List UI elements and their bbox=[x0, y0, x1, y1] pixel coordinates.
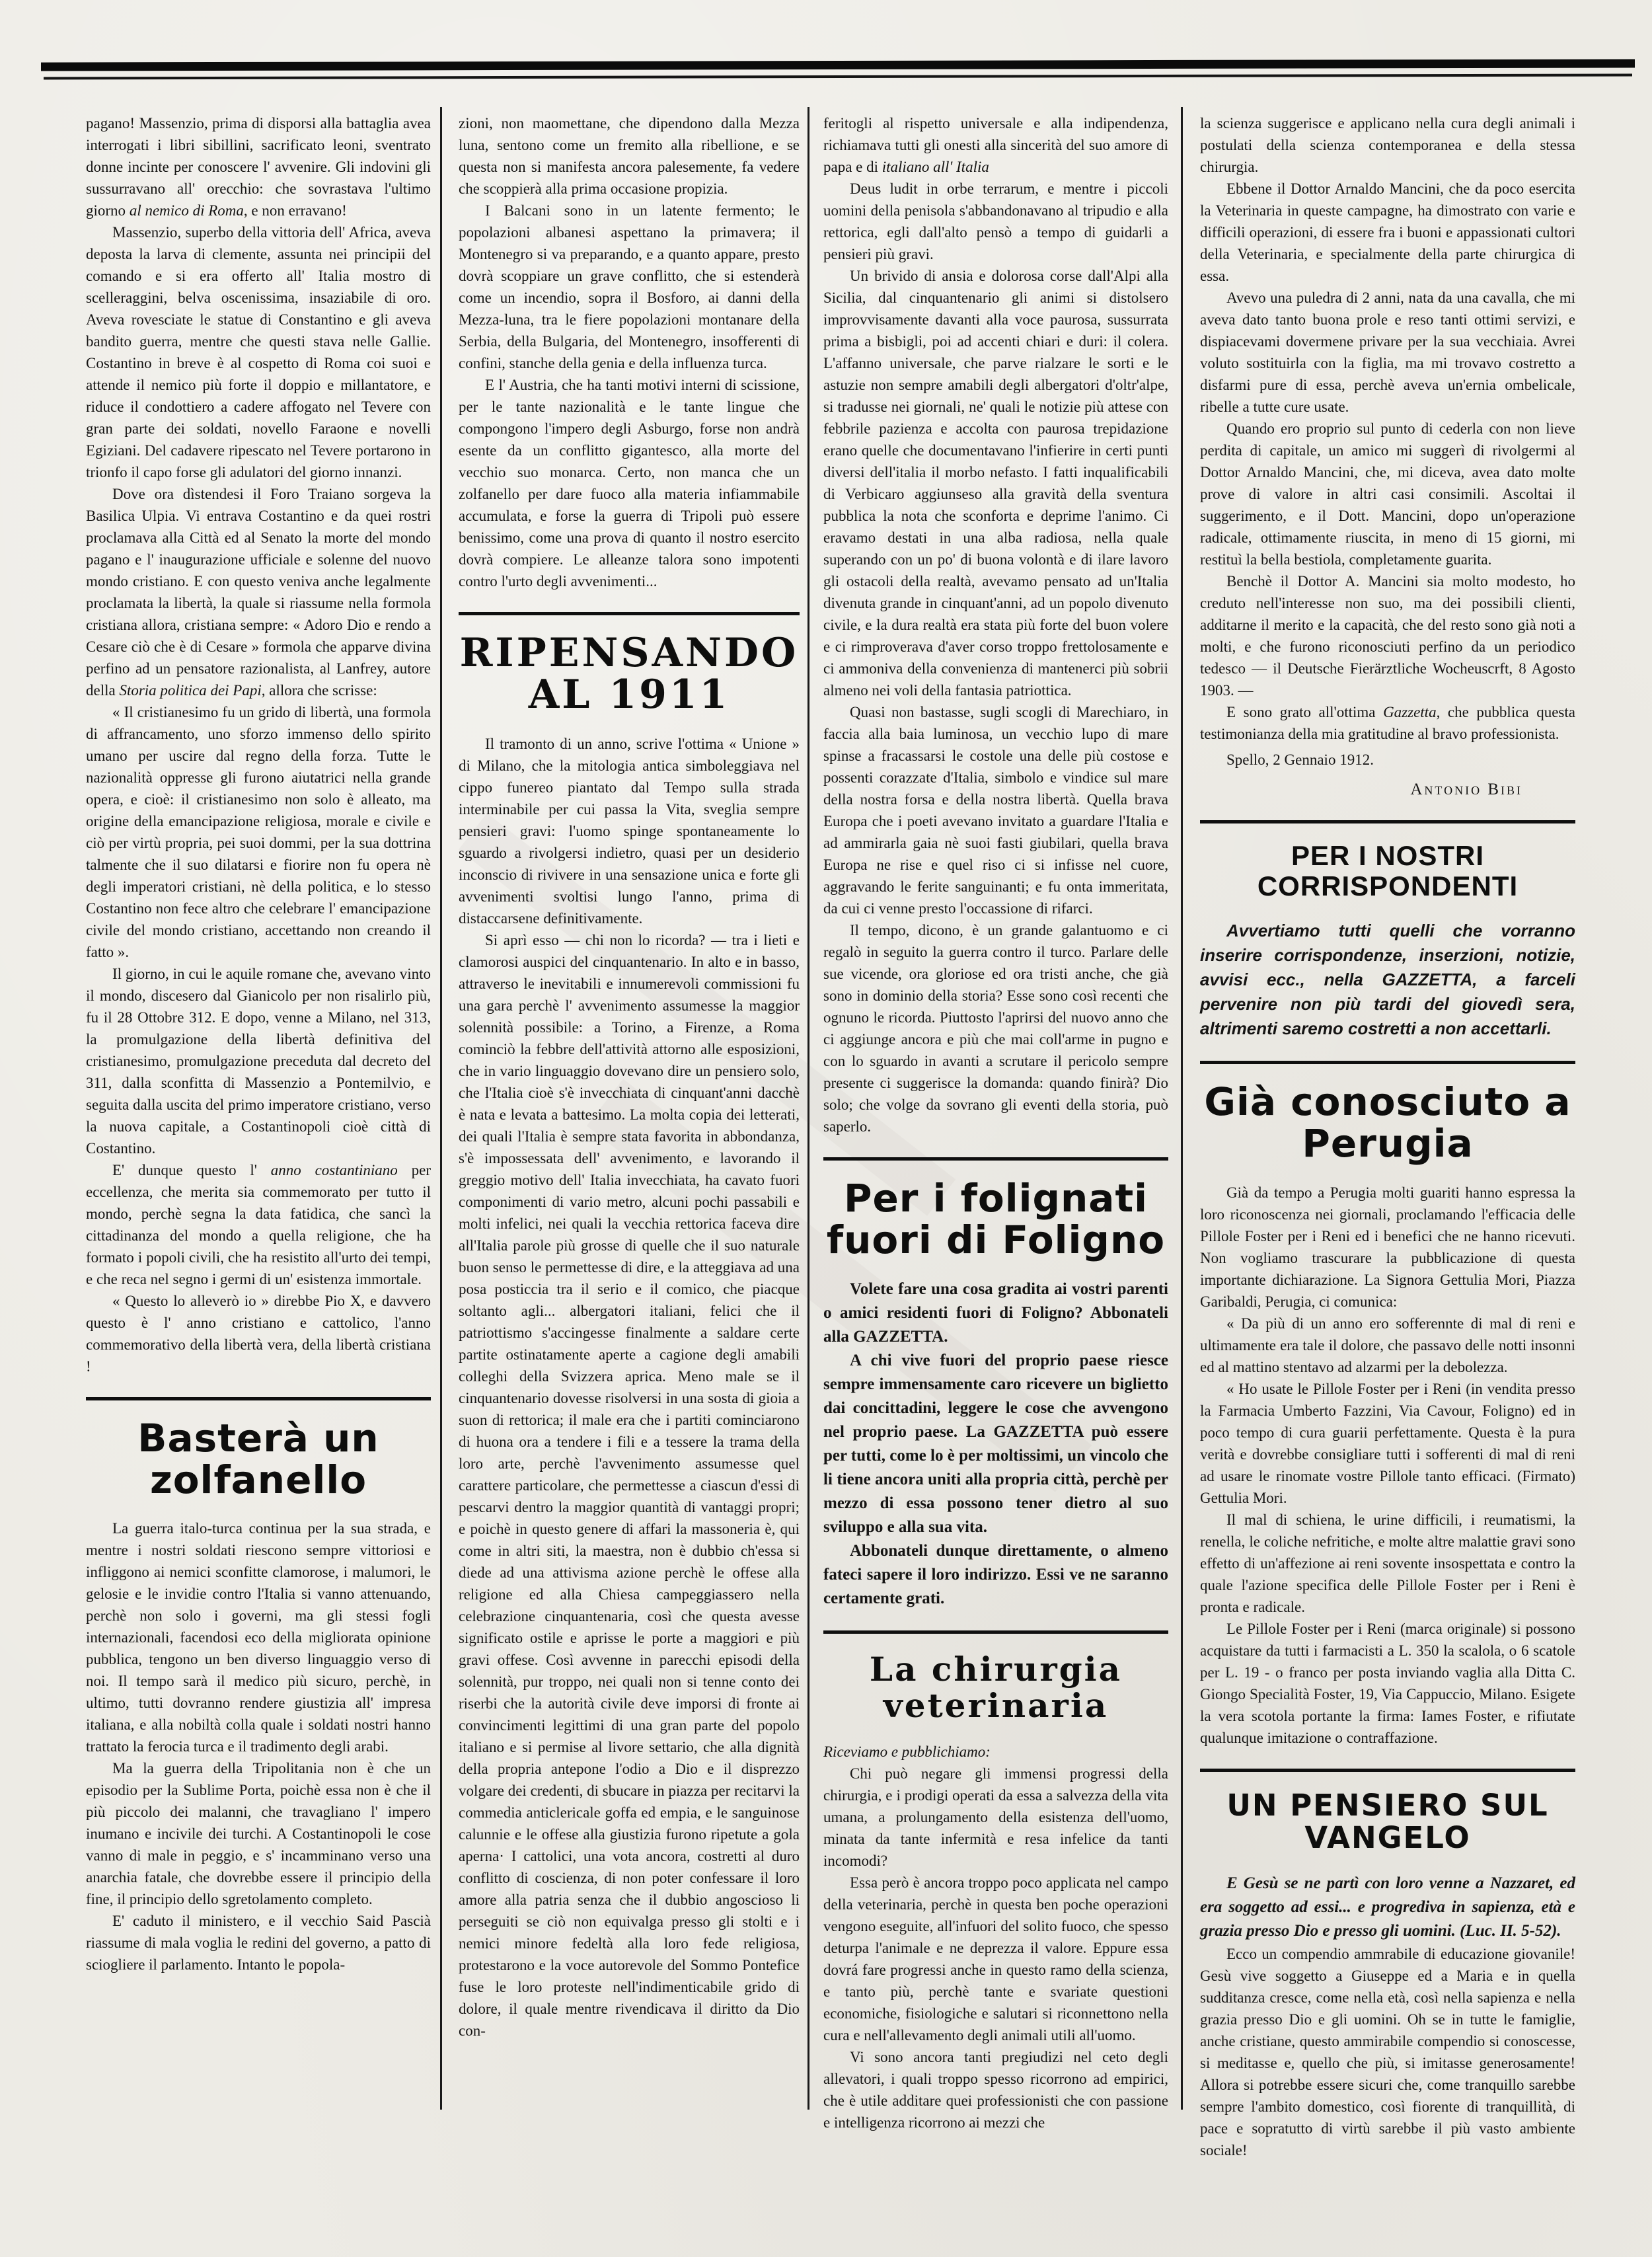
article-paragraph: E l' Austria, che ha tanti motivi interni di scissione, per le tante nazionalità e le tante lingue che compongono l'impero degli Asburgo, forse non andrà esente da un conflitto gigantesco, alla morte del vecchio suo monarca. Certo, non manca che un zolfanello per dare fuoco alla materia infiammabile accumulata, e forse la guerra di Tripoli può essere benissimo, come una prova di quanto il nostro esercito dovrà compiere. Le alleanze talora sono impotenti contro l'urto degli avvenimenti... bbox=[459, 377, 800, 590]
article-paragraph: Benchè il Dottor A. Mancini sia molto modesto, ho creduto nell'interesse non suo, ma dei possibili clienti, additarne il merito e la capacità, che del resto sono già noti a molti, e che furono riconosciuti perfino da un periodico tedesco — il Deutsche Fierärztliche Wocheuscrft, 8 Agosto 1903. — bbox=[1200, 573, 1575, 699]
column-1 bbox=[86, 112, 431, 1975]
article-paragraph: « Ho usate le Pillole Foster per i Reni (in vendita presso la Farmacia Umberto Fazzini, Via Cavour, Foligno) ed in poco tempo di cura guarii perfettamente. Questa è la pura verità e dovrebbe consigliare tutti i sofferenti di mal di reni ad usare le rinomate vostre Pillole tanto efficaci. (Firmato) Gettulia Mori. bbox=[1200, 1380, 1575, 1506]
article-paragraph: « Da più di un anno ero sofferennte di mal di reni e ultimamente era tale il dolore, che passavo delle notti insonni ed al mattino stentavo ad alzarmi per la debolezza. bbox=[1200, 1315, 1575, 1375]
section-divider bbox=[1200, 820, 1575, 823]
article-paragraph: Vi sono ancora tanti pregiudizi nel ceto degli allevatori, i quali troppo spesso ricorrono ad empirici, che è utile additare quei professionisti che con passione e intelligenza ricorrono ai mezzi che bbox=[823, 2049, 1168, 2131]
column-2 bbox=[459, 112, 800, 2042]
article-paragraph: Già da tempo a Perugia molti guariti hanno espressa la loro riconoscenza nei giornali, proclamando l'efficacia delle Pillole Foster per i Reni ed i benefici che ne hanno ricevuti. Non vogliamo trascurare la pubblicazione di questa importante dichiarazione. La Signora Gettulia Mori, Piazza Garibaldi, Perugia, ci comunica: bbox=[1200, 1184, 1575, 1310]
masthead-rule-thin bbox=[44, 73, 1632, 79]
article-paragraph: Il tempo, dicono, è un grande galantuomo e ci regalò in seguito la guerra contro il turco. Parlare delle sue vicende, ora gloriose ed ora tristi anche, che già sono in dominio della storia? Esse sono così recenti che ognuno le ricorda. Piuttosto l'aprirsi del nuovo anno che ci aggiunge ancora e più che mai coll'arme in pugno e con lo sguardo in avanti a scrutare il pericolo sempre presente ci suggerisce la domanda: quando finirà? Dio solo; che volge da sovrano gli eventi della storia, può saperlo. bbox=[823, 922, 1168, 1135]
article-dateline: Spello, 2 Gennaio 1912. bbox=[1226, 751, 1374, 768]
article-paragraph: I Balcani sono in un latente fermento; le popolazioni albanesi aspettano la primavera; il Montenegro si va preparando, e a quanto appare, presto dovrà scoppiare un grave conflitto, che si estenderà come un incendio, sopra il Bosforo, ai danni della Mezza-luna, tra le fiere popolazioni montanare della Serbia, della Bulgaria, del Montenegro, insofferenti di confini, stanche della genia e della influenza turca. bbox=[459, 202, 800, 371]
section-divider bbox=[86, 1397, 431, 1400]
article-paragraph: Quando ero proprio sul punto di cederla con non lieve perdita di capitale, un amico mi suggerì di rivolgermi al Dottor Arnaldo Mancini, che, mi diceva, avea dato molte prove di valore in altri casi consimili. Ascoltai il suggerimento, e il Dott. Mancini, dopo un'operazione radicale, ottimamente riuscita, in meno di 15 giorni, mi restituì la bella bestiola, completamente guarita. bbox=[1200, 420, 1575, 568]
article-paragraph: Deus ludit in orbe terrarum, e mentre i piccoli uomini della penisola s'abbandonavano al tripudio e alla rettorica, egli dall'alto pensò a tempo di guidarli a pensieri più gravi. bbox=[823, 180, 1168, 262]
article-paragraph: feritogli al rispetto universale e alla indipendenza, richiamava tutti gli onesti alla sincerità del suo amore di papa e di italiano all' Italia bbox=[823, 115, 1168, 175]
section-divider bbox=[459, 612, 800, 615]
section-divider bbox=[1200, 1061, 1575, 1064]
article-paragraph: Ma la guerra della Tripolitania non è che un episodio per la Sublime Porta, poichè essa non è che il più piccolo dei malanni, che travagliano l' impero inumano e incivile dei turchi. A Costantinopoli le cose vanno di male in peggio, e s' incamminano verso una anarchia fatale, che dovrebbe essere il principio della fine, il principio dello sgretolamento completo. bbox=[86, 1760, 431, 1908]
advert-paragraph: Abbonateli dunque direttamente, o almeno fateci sapere il loro indirizzo. Essi ve ne saranno certamente grati. bbox=[823, 1542, 1168, 1608]
column-divider-2 bbox=[807, 107, 809, 2110]
headline-per-i-nostri-corrispondenti: PER I NOSTRI CORRISPONDENTI bbox=[1257, 840, 1519, 902]
headline-ripensando-al-1911: RIPENSANDO AL 1911 bbox=[459, 630, 799, 718]
article-paragraph: Un brivido di ansia e dolorosa corse dall'Alpi alla Sicilia, dal cinquantenario gli animi si distolsero improvvisamente davanti alla voce paurosa, sussurrata prima a bisbigli, poi ad accenti chiari e duri: il colera. L'affanno universale, che parve rialzare le sorti e le astuzie non sempre amabili degli albergatori d'oltr'alpe, si tradusse nei giornali, ne' quali le notizie più attese con febbrile pazienza e accolta con paurosa trepidazione erano quelle che documentavano l'infierire in certi punti diversi dell'italia il morbo nefasto. I fatti inqualificabili di Verbicaro aggiunseso alla gravità della sventura pubblica la nota che sconforta e deprime l'animo. Ci eravamo destati in una alba radiosa, nella quale superando con un po' di buona volontà e di ilare lavoro gli ostacoli della realtà, avevamo pensato ad un'Italia divenuta grande in cinquant'anni, ad un popolo divenuto civile, e la dura realtà era stata più forte del buon volere e ci rimproverava d'aver corso troppo frettolosamente e ci ammoniva della convenienza di mantenerci più sobrii almeno nei voli della fantasia patriottica. bbox=[823, 268, 1168, 699]
article-paragraph: zioni, non maomettane, che dipendono dalla Mezza luna, sentono come un fremito alla ribellione, e se questa non si manifesta ancora palesemente, fa vedere che scoppierà alla prima occasione propizia. bbox=[459, 115, 800, 197]
article-paragraph: la scienza suggerisce e applicano nella cura degli animali i postulati della scienza contemporanea e della stessa chirurgia. bbox=[1200, 115, 1575, 175]
advert-paragraph: A chi vive fuori del proprio paese riesce sempre immensamente caro ricevere un biglietto dai concittadini, leggere le cose che avvengono nel proprio paese. La GAZZETTA può essere per tutti, come lo è per moltissimi, un vincolo che li tiene ancora uniti alla propria città, perchè per mezzo di essa possono tener dietro al suo sviluppo e alla sua vita. bbox=[823, 1352, 1168, 1537]
advert-paragraph: Volete fare una cosa gradita ai vostri parenti o amici residenti fuori di Foligno? Abbonateli alla GAZZETTA. bbox=[823, 1280, 1168, 1346]
article-paragraph: Il tramonto di un anno, scrive l'ottima « Unione » di Milano, che la mitologia antica simboleggiava nel cippo funereo piantato dal Tempo sulla strada interminabile per cui passa la Vita, sveglia sempre pensieri gravi: l'uomo spinge spontaneamente lo sguardo a rivolgersi indietro, quasi per un desiderio inconscio di rivivere in una sensazione unica e forte gli avvenimenti svoltisi lungo l'anno, prima di distaccarsene definitivamente. bbox=[459, 736, 800, 927]
column-3 bbox=[823, 112, 1168, 2133]
column-divider-3 bbox=[1181, 107, 1183, 2110]
notice-paragraph: Avvertiamo tutti quelli che vorranno inserire corrispondenze, inserzioni, notizie, avvisi ecc., nella GAZZETTA, a farceli pervenire non più tardi del giovedì sera, altrimenti saremo costretti a non accettarli. bbox=[1200, 921, 1575, 1039]
article-paragraph: Chi può negare gli immensi progressi della chirurgia, e i prodigi operati da essa a salvezza della vita umana, a prolungamento della esistenza dell'uomo, minata da tante infermità e resa infelice da tanti incomodi? bbox=[823, 1765, 1168, 1870]
column-4 bbox=[1200, 112, 1575, 2161]
article-paragraph: E' caduto il ministero, e il vecchio Said Pascià riassume di mala voglia le redini del governo, a patto di sciogliere il parlamento. Intanto le popola- bbox=[86, 1913, 431, 1973]
article-paragraph: pagano! Massenzio, prima di disporsi alla battaglia avea interrogati i libri sibillini, sacrificato leoni, sventrato donne incinte per conoscere l' avvenire. Gli indovini gli sussurravano all' orecchio: che sovrastava l'ultimo giorno al nemico di Roma, e non erravano! bbox=[86, 115, 431, 219]
article-paragraph: Si aprì esso — chi non lo ricorda? — tra i lieti e clamorosi auspici del cinquantenario. In alto e in basso, attraverso le inevitabili e innumerevoli commissioni fu una gara perchè l' avvenimento assumesse la maggior solennità possibile: a Torino, a Firenze, a Roma cominciò la febbre dell'attività attorno alle esposizioni, che in vario linguaggio dovevano dire un pensiero solo, che l'Italia cioè s'è invecchiata di cinquant'anni dacchè è nata e levata a battesimo. La molta copia dei letterati, dei quali l'Italia è sempre stata favorita in abbondanza, s'è impossessata dell' avvenimento, e lavorando il greggio motivo dell' Italia invecchiata, ha cavato fuori componimenti di vario metro, alcuni pochi passabili e molti infelici, nei quali la vecchia rettorica faceva dire all'Italia parole più grosse di quelle che il suo naturale buon senso le permettesse di dire, e la atteggiava ad una posa posticcia tra il serio e il comico, che piacque soltanto agli... albergatori italiani, felici che il patriottismo s'accingesse finalmente a saldare certe partite ostinatamente aperte a cagione degli amabili colleghi della Svizzera aprica. Meno male se il cinquantenario dovesse risolversi in una sosta di gioia a suon di rettorica; il male era che i partiti cominciarono di huona ora a tendere i fili e a tessere la trama della loro arte, perchè l'avvenimento assumesse quel carattere particolare, che permettesse a ciascun d'essi di pescarvi dentro la maggior quantità di vantaggi propri; e poichè in questo genere di affari la massoneria è, qui come in altri siti, la maestra, non è dubbio ch'essa si diede ad una attivisma azione perchè le offese alla religione ed alla Chiesa campeggiassero nella celebrazione cinquantenaria, così che questa avesse significato ostile e aprisse le porte a maggiori e più gravi offese. Così avvenne in parecchi episodi della solennità, pur troppo, nei quali non si tenne conto dei riserbi che la autorità civile deve imporsi di fronte ai convincimenti legittimi di una gran parte del popolo italiano e si permise al livore settario, che alla dignità della propria antepone l'odio a Dio e il disprezzo volgare dei credenti, di sbucare in piazza per recitarvi la commedia anticlericale goffa ed empia, e le sanguinose calunnie e le offese alla giustizia furono ripetute a gola aperna· I cattolici, una vota ancora, costretti al duro conflitto di coscienza, di non poter confessare il loro amore alla patria senza che il dubbio angoscioso li perseguiti se ciò non equivalga presso gli stolti e i nemici minore fedeltà alla loro fede religiosa, protestarono e la voce autorevole del Sommo Pontefice fuse le loro proteste nell'indimenticabile grido di dolore, il quale mentre rivendicava il diritto da Dio con- bbox=[459, 932, 800, 2039]
section-divider bbox=[823, 1630, 1168, 1634]
article-subhead: Riceviamo e pubblichiamo: bbox=[823, 1743, 991, 1761]
article-paragraph: Ebbene il Dottor Arnaldo Mancini, che da poco esercita la Veterinaria in queste campagne, ha dimostrato con varie e difficili operazioni, di essere fra i buoni e appassionati cultori della Veterinaria, e specialmente della parte chirurgica di essa. bbox=[1200, 180, 1575, 284]
article-paragraph: La guerra italo-turca continua per la sua strada, e mentre i nostri soldati riescono sempre vittoriosi e infliggono ai nemici sconfitte clamorose, i malumori, le gelosie e le invidie contro l'Italia si vanno attenuando, perchè non solo i governi, ma gli stessi fogli internazionali, facendosi eco della migliorata opinione pubblica, tengono un ben diverso linguaggio verso di noi. Il tempo sarà il medico più sicuro, perchè, in ultimo, tutti dovranno rendere giustizia all' impresa italiana, e alla nobiltà colla quale i soldati nostri hanno trattato la ferocia turca e il tradimento degli arabi. bbox=[86, 1520, 431, 1755]
headline-la-chirurgia-veterinaria: La chirurgia veterinaria bbox=[869, 1650, 1123, 1726]
article-paragraph: Il giorno, in cui le aquile romane che, avevano vinto il mondo, discesero dal Gianicolo per non risalirlo più, fu il 28 Ottobre 312. E dopo, venne a Milano, nel 313, la promulgazione della libertà definitiva del cristianesimo, promulgazione preceduta dal decreto del 311, dalla sconfitta di Massenzio a Pontemilvio, e seguita dalla uscita del primo imperatore cristiano, verso la nuova capitale, a Costantinopoli cioè città di Costantino. bbox=[86, 966, 431, 1157]
section-divider bbox=[823, 1157, 1168, 1161]
article-paragraph: Ecco un compendio ammrabile di educazione giovanile! Gesù vive soggetto a Giuseppe ed a Maria e in quella sudditanza cresce, come nella età, così nella sapienza e nella grazia presso Dio e gli uomini. Oh se in tutte le famiglie, anche cristiane, questo ammirabile compendio si conoscesse, si meditasse e, quello che più, si imitasse generosamente! Allora si potrebbe essere sicuri che, come tranquillo sarebbe sempre l'ambito domestico, così fiorente di tranquillità, di pace e sopratutto di virtù sarebbe il più vasto ambiente sociale! bbox=[1200, 1945, 1575, 2159]
article-paragraph: E' dunque questo l' anno costantiniano per eccellenza, che merita sia commemorato per tutto il mondo, perchè segna la data fatidica, che sancì la cittadinanza del mondo a quella religione, che ha formato i popoli civili, che ha resistito all'urto dei tempi, e che reca nel segno i germi di un' esistenza immortale. bbox=[86, 1162, 431, 1287]
article-signature: Antonio Bibi bbox=[1410, 781, 1522, 798]
section-divider bbox=[1200, 1769, 1575, 1772]
article-paragraph: Quasi non bastasse, sugli scogli di Marechiaro, in faccia alla baia luminosa, un vecchio lupo di mare spinse a fracassarsi le costole una delle più costose e possenti corazzate d'Italia, simbolo e vindice sul mare della nostra forsa e della nostra libertà. Quella brava Europa che i poeti avevano invitato a guardare l'Italia e ad ammirarla gaia nè suoi fasti giubilari, quella brava Europa ne rise e quel riso ci si infisse nel cuore, aggravando le ferite sanguinanti; e fu onta immeritata, da cui ci venne presto l'occassione di rifarci. bbox=[823, 704, 1168, 917]
article-paragraph: « Il cristianesimo fu un grido di libertà, una formola di affrancamento, uno sforzo immenso dello spirito umano per uscire dal regno della forza. Tutte le nazionalità oppresse gli furono aiutatrici nella grande opera, e cioè: il cristianesimo non solo è alleato, ma origine della emancipazione religiosa, morale e civile e ciò per virtù propria, pei suoi dommi, per la sua dottrina talmente che il suo dilatarsi e fiorire non fu opera nè degli imperatori cristiani, nè della politica, e lo stesso Costantino non fece altro che celebrare l' emancipazione civile del mondo cristiano, accettando non creando il fatto ». bbox=[86, 704, 431, 960]
article-paragraph: Il mal di schiena, le urine difficili, i reumatismi, la renella, le coliche nefritiche, e molte altre malattie gravi sono effetto di un'affezione ai reni sovente insospettata e contro la quale l'azione specifica delle Pillole Foster per i Reni è pronta e radicale. bbox=[1200, 1511, 1575, 1615]
article-paragraph: Dove ora dìstendesi il Foro Traiano sorgeva la Basilica Ulpia. Vi entrava Costantino e da quei rostri proclamava alla Città ed al Senato la morte del mondo pagano e l' inaugurazione ufficiale e solenne del nuovo mondo cristiano. E con questo veniva anche legalmente proclamata la libertà, la quale si riassume nella formola cristiana allora, cristiana sempre: « Adoro Dio e rendo a Cesare ciò che è di Cesare » formola che apparve divina perfino ad un pensatore razionalista, al Lanfrey, autore della Storia politica dei Papi, allora che scrisse: bbox=[86, 486, 431, 699]
scripture-quote: E Gesù se ne partì con loro venne a Nazzaret, ed era soggetto ad essi... e progrediva in sapienza, età e grazia presso Dio e presso gli uomini. (Luc. II. 5-52). bbox=[1200, 1874, 1575, 1940]
article-paragraph: Massenzio, superbo della vittoria dell' Africa, aveva deposta la larva di clemente, assunta nei principii del comando e si era offerto all' Italia mostro di scelleraggini, belva oscenissima, insaziabile di oro. Aveva rovesciate le statue di Constantino e gli aveva bandito guerra, mentre che questi stava nelle Gallie. Costantino in breve è al cospetto di Roma coi suoi e attende il nemico più forte il doppio e millantatore, e riduce il condottiero a cadere affogato nel Tevere con gran parte dei soldati, novello Faraone e novelli Egiziani. Del cadavere ripescato nel Tevere portarono in trionfo il capo forse gli adulatori del giorno innanzi. bbox=[86, 224, 431, 480]
column-divider-1 bbox=[440, 107, 442, 2110]
headline-bastera-un-zolfanello: Basterà un zolfanello bbox=[137, 1416, 379, 1502]
article-paragraph: E sono grato all'ottima Gazzetta, che pubblica questa testimonianza della mia gratitudine al bravo professionista. bbox=[1200, 704, 1575, 742]
masthead-rule-thick bbox=[41, 59, 1635, 71]
headline-un-pensiero-sul-vangelo: UN PENSIERO SUL VANGELO bbox=[1226, 1787, 1549, 1856]
headline-gia-conosciuto-a-perugia: Già conosciuto a Perugia bbox=[1204, 1079, 1571, 1166]
article-paragraph: « Questo lo alleverò io » direbbe Pio X, e davvero questo è l' anno cristiano e cattolico, l'anno commemorativo della libertà vera, della libertà cristiana ! bbox=[86, 1293, 431, 1375]
headline-per-i-folignati: Per i folignati fuori di Foligno bbox=[826, 1176, 1166, 1262]
article-paragraph: Avevo una puledra di 2 anni, nata da una cavalla, che mi aveva dato tanto buona prole e reso tanti ottimi servizi, e dispiacevami dovermene privare per la sua vecchiaia. Avrei voluto sostituirla con la figlia, ma mi trovavo costretto a disfarmi pure di essa, perchè aveva un'ernia ombelicale, ribelle a tutte cure usate. bbox=[1200, 289, 1575, 415]
article-paragraph: Essa però è ancora troppo poco applicata nel campo della veterinaria, perchè in questa ben poche operazioni vengono eseguite, all'infuori del solito fuoco, che spesso deturpa l'animale e ne deprezza il valore. Eppure essa dovrá fare progressi anche in questo ramo della scienza, e tanto più, perchè tante e svariate questioni economiche, fisiologiche e salutari si riconnettono nella cura e nell'allevamento degli animali utili all'uomo. bbox=[823, 1874, 1168, 2044]
article-paragraph: Le Pillole Foster per i Reni (marca originale) si possono acquistare da tutti i farmacisti a L. 350 la scalola, o 6 scatole per L. 19 - o franco per posta inviando vaglia alla Ditta C. Giongo Specialità Foster, 19, Via Cappuccio, Milano. Esigete la vera scotola portante la firma: Iames Foster, e rifiutate qualunque imitazione o contraffazione. bbox=[1200, 1620, 1575, 1746]
